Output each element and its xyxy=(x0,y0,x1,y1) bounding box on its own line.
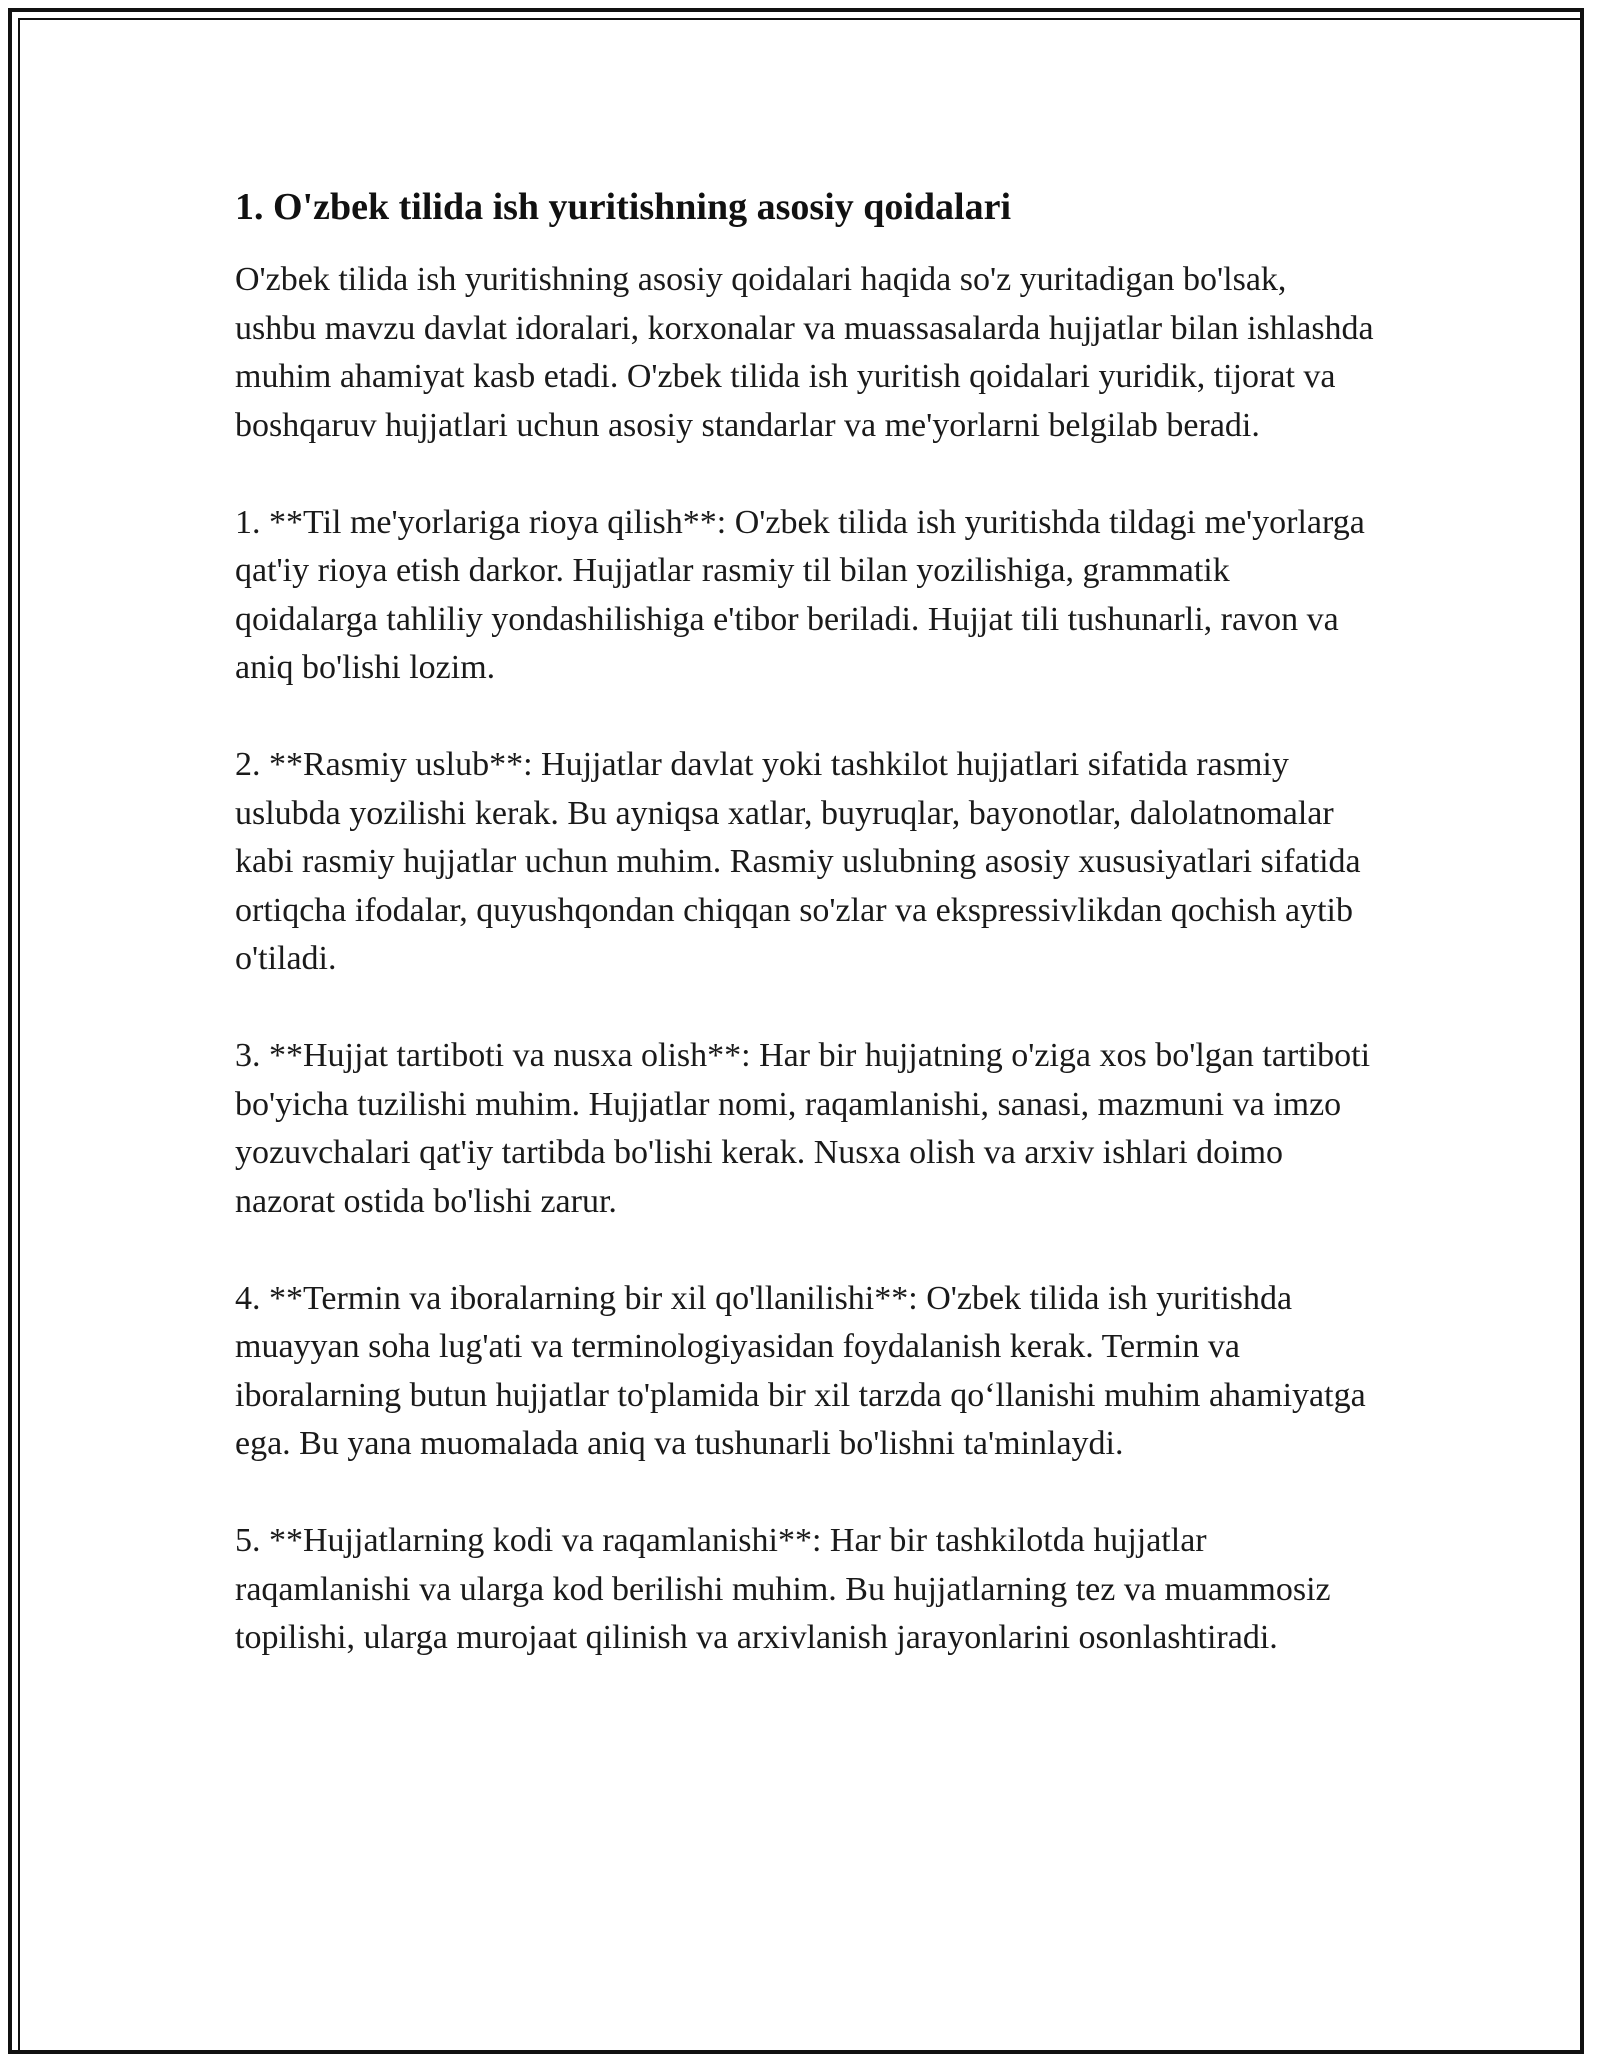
intro-paragraph: O'zbek tilida ish yuritishning asosiy qoidalari haqida so'z yuritadigan bo'lsak, ushbu mavzu davlat idoralari, korxonalar va muassasalarda hujjatlar bilan ishlashda muhim ahamiyat kasb etadi. O'zbek tilida ish yuritish qoidalari yuridik, tijorat va boshqaruv hujjatlari uchun asosiy standarlar va me'yorlarni belgilab beradi. xyxy=(235,261,1374,444)
rule-paragraph-5: 5. **Hujjatlarning kodi va raqamlanishi**: Har bir tashkilotda hujjatlar raqamlanishi va ularga kod berilishi muhim. Bu hujjatlarning tez va muammosiz topilishi, ularga murojaat qilinish va arxivlanish jarayonlarini osonlashtiradi. xyxy=(235,1522,1331,1656)
rule-paragraph-2: 2. **Rasmiy uslub**: Hujjatlar davlat yoki tashkilot hujjatlari sifatida rasmiy uslubda yozilishi kerak. Bu ayniqsa xatlar, buyruqlar, bayonotlar, dalolatnomalar kabi rasmiy hujjatlar uchun muhim. Rasmiy uslubning asosiy xususiyatlari sifatida ortiqcha ifodalar, quyushqondan chiqqan so'zlar va ekspressivlikdan qochish aytib o'tiladi. xyxy=(235,746,1361,977)
rule-paragraph-4: 4. **Termin va iboralarning bir xil qo'llanilishi**: O'zbek tilida ish yuritishda muayyan soha lug'ati va terminologiyasidan foydalanish kerak. Termin va iboralarning butun hujjatlar to'plamida bir xil tarzda qo‘llanishi muhim ahamiyatga ega. Bu yana muomalada aniq va tushunarli bo'lishni ta'minlaydi. xyxy=(235,1279,1366,1462)
document-title: 1. O'zbek tilida ish yuritishning asosiy qoidalari xyxy=(235,186,1012,228)
rule-paragraph-3: 3. **Hujjat tartiboti va nusxa olish**: Har bir hujjatning o'ziga xos bo'lgan tartiboti bo'yicha tuzilishi muhim. Hujjatlar nomi, raqamlanishi, sanasi, mazmuni va imzo yozuvchalari qat'iy tartibda bo'lishi kerak. Nusxa olish va arxiv ishlari doimo nazorat ostida bo'lishi zarur. xyxy=(235,1037,1371,1220)
document-body xyxy=(235,184,1375,1711)
rule-paragraph-1: 1. **Til me'yorlariga rioya qilish**: O'zbek tilida ish yuritishda tildagi me'yorlarga qat'iy rioya etish darkor. Hujjatlar rasmiy til bilan yozilishiga, grammatik qoidalarga tahliliy yondashilishiga e'tibor beriladi. Hujjat tili tushunarli, ravon va aniq bo'lishi lozim. xyxy=(235,503,1365,686)
